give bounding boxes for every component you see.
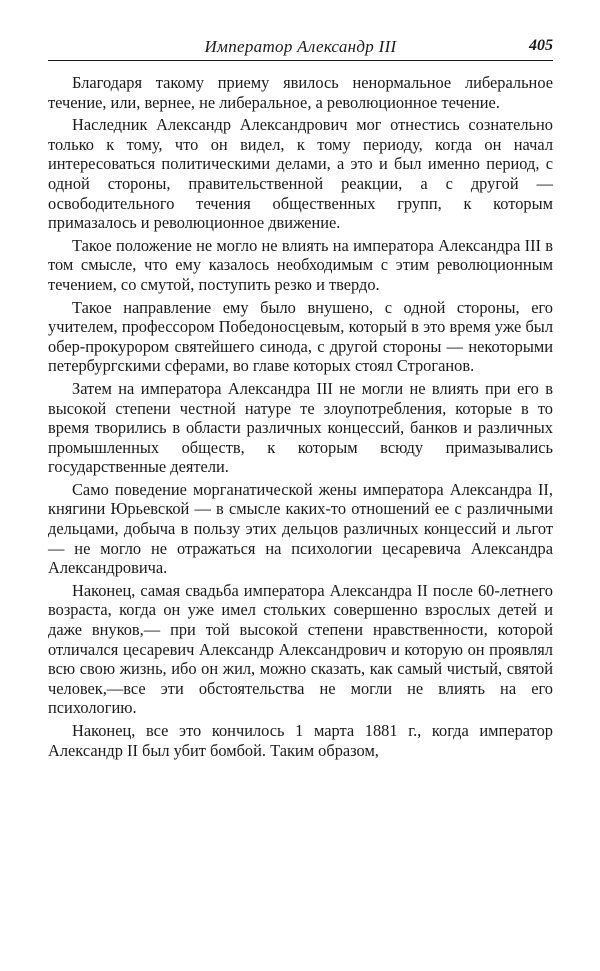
paragraph-5: Затем на императора Александра III не могли не влиять при его в высокой степени честной натуре те злоупотребления, которые в то время творились в области различных концессий, банков и различных промышленных обществ, к которым всюду примазывались государственные деятели. [48,378,553,477]
running-title: Император Александр III [204,37,397,56]
running-head [48,34,553,61]
paragraph-6: Само поведение морганатической жены императора Александра II, княгини Юрьевской — в смысле каких-то отношений ее с различными дельцами, добыча в пользу этих дельцов различных концессий и льгот — не могло не отражаться на психологии цесаревича Александра Александровича. [48,479,553,578]
paragraph-4: Такое направление ему было внушено, с одной стороны, его учителем, профессором Победоносцевым, который в это время уже был обер-прокурором святейшего синода, с другой стороны — некоторыми петербургскими сферами, во главе которых стоял Строганов. [48,297,553,376]
page-number: 405 [529,37,553,54]
body-text [48,73,553,760]
book-page [48,34,553,760]
paragraph-7: Наконец, самая свадьба императора Александра II после 60-летнего возраста, когда он уже имел стольких совершенно взрослых детей и даже внуков,— при той высокой степени нравственности, которой отличался цесаревич Александр Александрович и которую он проявлял всю свою жизнь, ибо он жил, можно сказать, как самый чистый, святой человек,—все эти обстоятельства не могли не влиять на его психологию. [48,580,553,718]
paragraph-2: Наследник Александр Александрович мог отнестись сознательно только к тому, что он видел, к тому периоду, когда он начал интересоваться политическими делами, а это и был именно период, с одной стороны, правительственной реакции, а с другой — освободительного течения общественных групп, к которым примазалось и революционное движение. [48,115,553,233]
paragraph-1: Благодаря такому приему явилось ненормальное либеральное течение, или, вернее, не либеральное, а революционное течение. [48,73,553,112]
paragraph-3: Такое положение не могло не влиять на императора Александра III в том смысле, что ему казалось необходимым с этим революционным течением, со смутой, поступить резко и твердо. [48,235,553,294]
paragraph-8: Наконец, все это кончилось 1 марта 1881 г., когда император Александр II был убит бомбой. Таким образом, [48,721,553,760]
